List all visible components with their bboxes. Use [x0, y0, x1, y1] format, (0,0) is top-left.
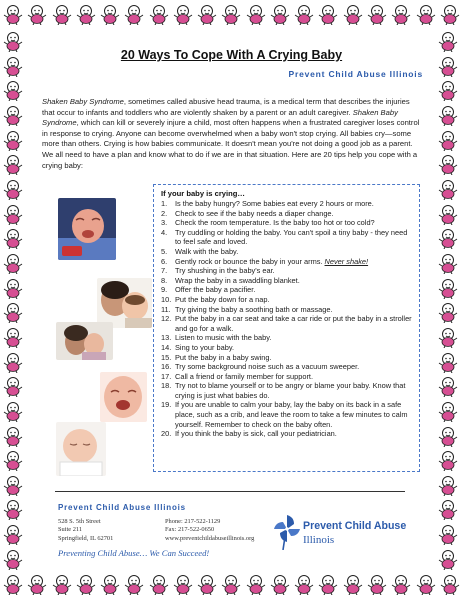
border-top [2, 3, 461, 27]
prevent-child-abuse-logo [272, 512, 422, 552]
tip-text-content: If you are unable to calm your baby, lay the baby on its back in a safe place, such as a crib, and leave the room to take a few minutes to calm yourself. Remember to check on the baby often. [175, 400, 408, 429]
baby-border-icon [220, 573, 242, 597]
tips-box [153, 184, 420, 472]
intro-term-1: Shaken Baby Syndrome [42, 97, 124, 106]
tip-item [161, 199, 413, 209]
pinwheel-logo-icon [272, 512, 302, 550]
org-name-footer: Prevent Child Abuse Illinois [58, 503, 186, 512]
baby-border-icon [123, 573, 145, 597]
tip-text [175, 333, 413, 343]
baby-border-icon [2, 203, 26, 225]
baby-border-icon [269, 573, 291, 597]
baby-border-icon [26, 3, 48, 27]
baby-border-icon [2, 104, 26, 126]
baby-border-icon [437, 153, 461, 175]
tip-number: 6. [161, 256, 168, 266]
baby-border-icon [220, 3, 242, 27]
baby-border-icon [437, 227, 461, 249]
baby-border-icon [390, 573, 412, 597]
tip-text-content: Check the room temperature. Is the baby too hot or too cold? [175, 218, 375, 228]
footer-divider [55, 491, 405, 492]
contact-info [165, 518, 254, 543]
tip-item [161, 429, 413, 439]
tip-number: 11. [161, 304, 171, 314]
border-left [2, 30, 26, 570]
baby-border-icon [437, 425, 461, 447]
tip-number: 5. [161, 246, 168, 256]
tip-text-content: Try not to blame yourself or to be angry or blame your baby. Know that crying is just what babies do. [175, 381, 406, 400]
tip-text-content: Check to see if the baby needs a diaper change. [175, 208, 334, 218]
address-line: 528 S. 5th Street [58, 518, 101, 525]
baby-border-icon [75, 573, 97, 597]
baby-border-icon [437, 203, 461, 225]
baby-border-icon [2, 326, 26, 348]
tip-text [175, 209, 413, 219]
tip-text-content: Gently rock or bounce the baby in your arms. [175, 256, 325, 266]
baby-border-icon [75, 3, 97, 27]
photo-crying-baby-closeup [100, 372, 147, 422]
tip-number: 19. [161, 400, 172, 410]
baby-border-icon [2, 474, 26, 496]
baby-border-icon [437, 474, 461, 496]
border-bottom [2, 573, 461, 597]
baby-border-icon [437, 548, 461, 570]
baby-border-icon [148, 3, 170, 27]
baby-border-icon [317, 573, 339, 597]
baby-border-icon [293, 573, 315, 597]
tip-text [175, 372, 413, 382]
tip-number: 17. [161, 371, 172, 381]
baby-border-icon [2, 227, 26, 249]
tip-item [161, 353, 413, 363]
photo-mother-and-baby [56, 322, 113, 360]
tip-text-content: Listen to music with the baby. [175, 333, 272, 343]
tip-number: 14. [161, 342, 172, 352]
baby-border-icon [2, 301, 26, 323]
baby-border-icon [2, 375, 26, 397]
page-title: 20 Ways To Cope With A Crying Baby [120, 48, 343, 62]
address-line: Springfield, IL 62701 [58, 534, 114, 542]
tip-text [175, 199, 413, 209]
tips-list [161, 199, 413, 439]
logo-text-main: Prevent Child Abuse [303, 520, 407, 532]
tip-text-content: If you think the baby is sick, call your pediatrician. [175, 429, 337, 439]
photo-sleeping-baby [56, 422, 106, 476]
tip-item [161, 372, 413, 382]
tip-item [161, 247, 413, 257]
tip-number: 2. [161, 208, 168, 218]
tip-item [161, 333, 413, 343]
baby-border-icon [366, 3, 388, 27]
tip-item [161, 362, 413, 372]
tip-text [175, 362, 413, 372]
baby-border-icon [245, 573, 267, 597]
tip-text-content: Wrap the baby in a swaddling blanket. [175, 275, 300, 285]
baby-border-icon [437, 252, 461, 274]
tip-text [175, 257, 413, 267]
tip-text [175, 285, 413, 295]
tip-item [161, 209, 413, 219]
baby-border-icon [2, 3, 24, 27]
baby-border-icon [196, 3, 218, 27]
baby-border-icon [437, 498, 461, 520]
tip-text-content: Try cuddling or holding the baby. You can't spoil a tiny baby - they need to feel safe and loved. [175, 227, 408, 247]
baby-border-icon [2, 523, 26, 545]
baby-border-icon [245, 3, 267, 27]
tip-number: 1. [161, 199, 168, 208]
tip-number: 18. [161, 381, 172, 391]
tip-text-content: Try shushing in the baby's ear. [175, 266, 275, 276]
tip-text [175, 353, 413, 363]
tip-text-content: Try giving the baby a soothing bath or massage. [175, 304, 333, 314]
tip-item [161, 381, 413, 400]
baby-border-icon [2, 277, 26, 299]
baby-border-icon [415, 3, 437, 27]
tip-text [175, 276, 413, 286]
tip-text-content: Put the baby in a car seat and take a car ride or put the baby in a stroller and go for a walk. [175, 314, 412, 333]
tip-item [161, 257, 413, 267]
tip-text-content: Call a friend or family member for support. [175, 371, 314, 381]
org-name-header: Prevent Child Abuse Illinois [288, 69, 423, 79]
tip-text-content: Is the baby hungry? Some babies eat every 2 hours or more. [175, 199, 374, 208]
baby-border-icon [366, 573, 388, 597]
baby-border-icon [342, 573, 364, 597]
tip-text [175, 228, 413, 247]
fax-number: Fax: 217-522-0650 [165, 526, 215, 534]
baby-border-icon [123, 3, 145, 27]
baby-border-icon [2, 178, 26, 200]
tip-item [161, 343, 413, 353]
baby-border-icon [437, 301, 461, 323]
baby-border-icon [317, 3, 339, 27]
baby-border-icon [2, 400, 26, 422]
tip-text [175, 314, 413, 333]
baby-border-icon [437, 375, 461, 397]
tip-text-content: Put the baby in a baby swing. [175, 352, 272, 362]
tip-item [161, 218, 413, 228]
logo-text-state: Illinois [303, 534, 335, 546]
tip-text-content: Walk with the baby. [175, 246, 239, 256]
baby-border-icon [269, 3, 291, 27]
baby-border-icon [437, 129, 461, 151]
tagline: Preventing Child Abuse… We Can Succeed! [58, 548, 210, 558]
intro-text-2: , which can kill or severely injure a child, most often happens when a frustrated caregiver loses control in response to crying. Anyone can become overwhelmed when a baby won't stop crying. All babies cry—some more than others. Crying is how babies communicate. It doesn't mean you're not doing a good job as a parent. We all need to have a plan and know what to do if we are in that situation. Here are 20 tips help you cope with a crying baby: [42, 118, 420, 170]
baby-border-icon [437, 277, 461, 299]
tip-number: 7. [161, 266, 168, 276]
baby-border-icon [2, 498, 26, 520]
baby-border-icon [148, 573, 170, 597]
website-link[interactable]: www.preventchildabuseillinois.org [165, 534, 255, 542]
photo-crying-baby-carseat [58, 198, 116, 260]
border-right [437, 30, 461, 570]
baby-border-icon [437, 326, 461, 348]
baby-border-icon [172, 573, 194, 597]
tip-number: 15. [161, 352, 172, 362]
tip-item [161, 295, 413, 305]
tip-item [161, 305, 413, 315]
baby-border-icon [437, 400, 461, 422]
baby-border-icon [390, 3, 412, 27]
tip-text [175, 305, 413, 315]
baby-border-icon [2, 252, 26, 274]
baby-border-icon [437, 104, 461, 126]
tip-text [175, 266, 413, 276]
tip-text-content: Try some background noise such as a vacuum sweeper. [175, 362, 360, 372]
intro-term-2: Shaken Baby Syndrome [42, 107, 398, 128]
tips-heading: If your baby is crying… [161, 189, 245, 198]
baby-border-icon [437, 449, 461, 471]
tip-number: 9. [161, 285, 168, 295]
tip-text-content: Offer the baby a pacifier. [175, 285, 256, 295]
baby-border-icon [26, 573, 48, 597]
intro-text-1: , sometimes called abusive head trauma, is a medical term that describes the injuries that occur to infants and toddlers who are violently shaken by a parent or an adult caregiver. [42, 97, 410, 117]
baby-border-icon [2, 153, 26, 175]
phone-number: Phone: 217-522-1129 [165, 518, 221, 525]
photo-father-kissing-baby [97, 278, 152, 328]
address-line: Suite 211 [58, 526, 83, 534]
tip-item [161, 266, 413, 276]
baby-border-icon [415, 573, 437, 597]
baby-border-icon [437, 178, 461, 200]
tip-number: 20. [161, 429, 172, 439]
baby-border-icon [439, 3, 461, 27]
tip-text [175, 343, 413, 353]
tip-item [161, 400, 413, 429]
tip-number: 13. [161, 333, 172, 343]
baby-border-icon [437, 523, 461, 545]
baby-border-icon [2, 573, 24, 597]
tip-text-content: Sing to your baby. [175, 342, 235, 352]
never-shake-warning: Never shake! [324, 256, 369, 266]
baby-border-icon [342, 3, 364, 27]
tip-number: 16. [161, 362, 172, 372]
baby-border-icon [437, 79, 461, 101]
tip-text [175, 218, 413, 228]
baby-border-icon [99, 3, 121, 27]
baby-border-icon [172, 3, 194, 27]
tip-item [161, 314, 413, 333]
intro-paragraph [42, 97, 420, 171]
baby-border-icon [2, 425, 26, 447]
baby-border-icon [99, 573, 121, 597]
tip-number: 8. [161, 275, 168, 285]
tip-number: 4. [161, 227, 168, 237]
tip-item [161, 228, 413, 247]
baby-border-icon [439, 573, 461, 597]
tip-text [175, 400, 413, 429]
baby-border-icon [2, 351, 26, 373]
baby-border-icon [2, 129, 26, 151]
baby-border-icon [2, 449, 26, 471]
baby-border-icon [293, 3, 315, 27]
baby-border-icon [196, 573, 218, 597]
tip-text [175, 247, 413, 257]
baby-border-icon [2, 548, 26, 570]
baby-border-icon [437, 351, 461, 373]
mailing-address [58, 518, 113, 543]
tip-text [175, 295, 413, 305]
baby-border-icon [51, 3, 73, 27]
tip-text [175, 429, 413, 439]
tip-number: 12. [161, 314, 172, 324]
baby-border-icon [51, 573, 73, 597]
tip-text-content: Put the baby down for a nap. [175, 294, 270, 304]
baby-border-icon [2, 79, 26, 101]
tip-item [161, 285, 413, 295]
tip-text [175, 381, 413, 400]
tip-number: 3. [161, 218, 168, 228]
tip-item [161, 276, 413, 286]
tip-number: 10. [161, 294, 172, 304]
